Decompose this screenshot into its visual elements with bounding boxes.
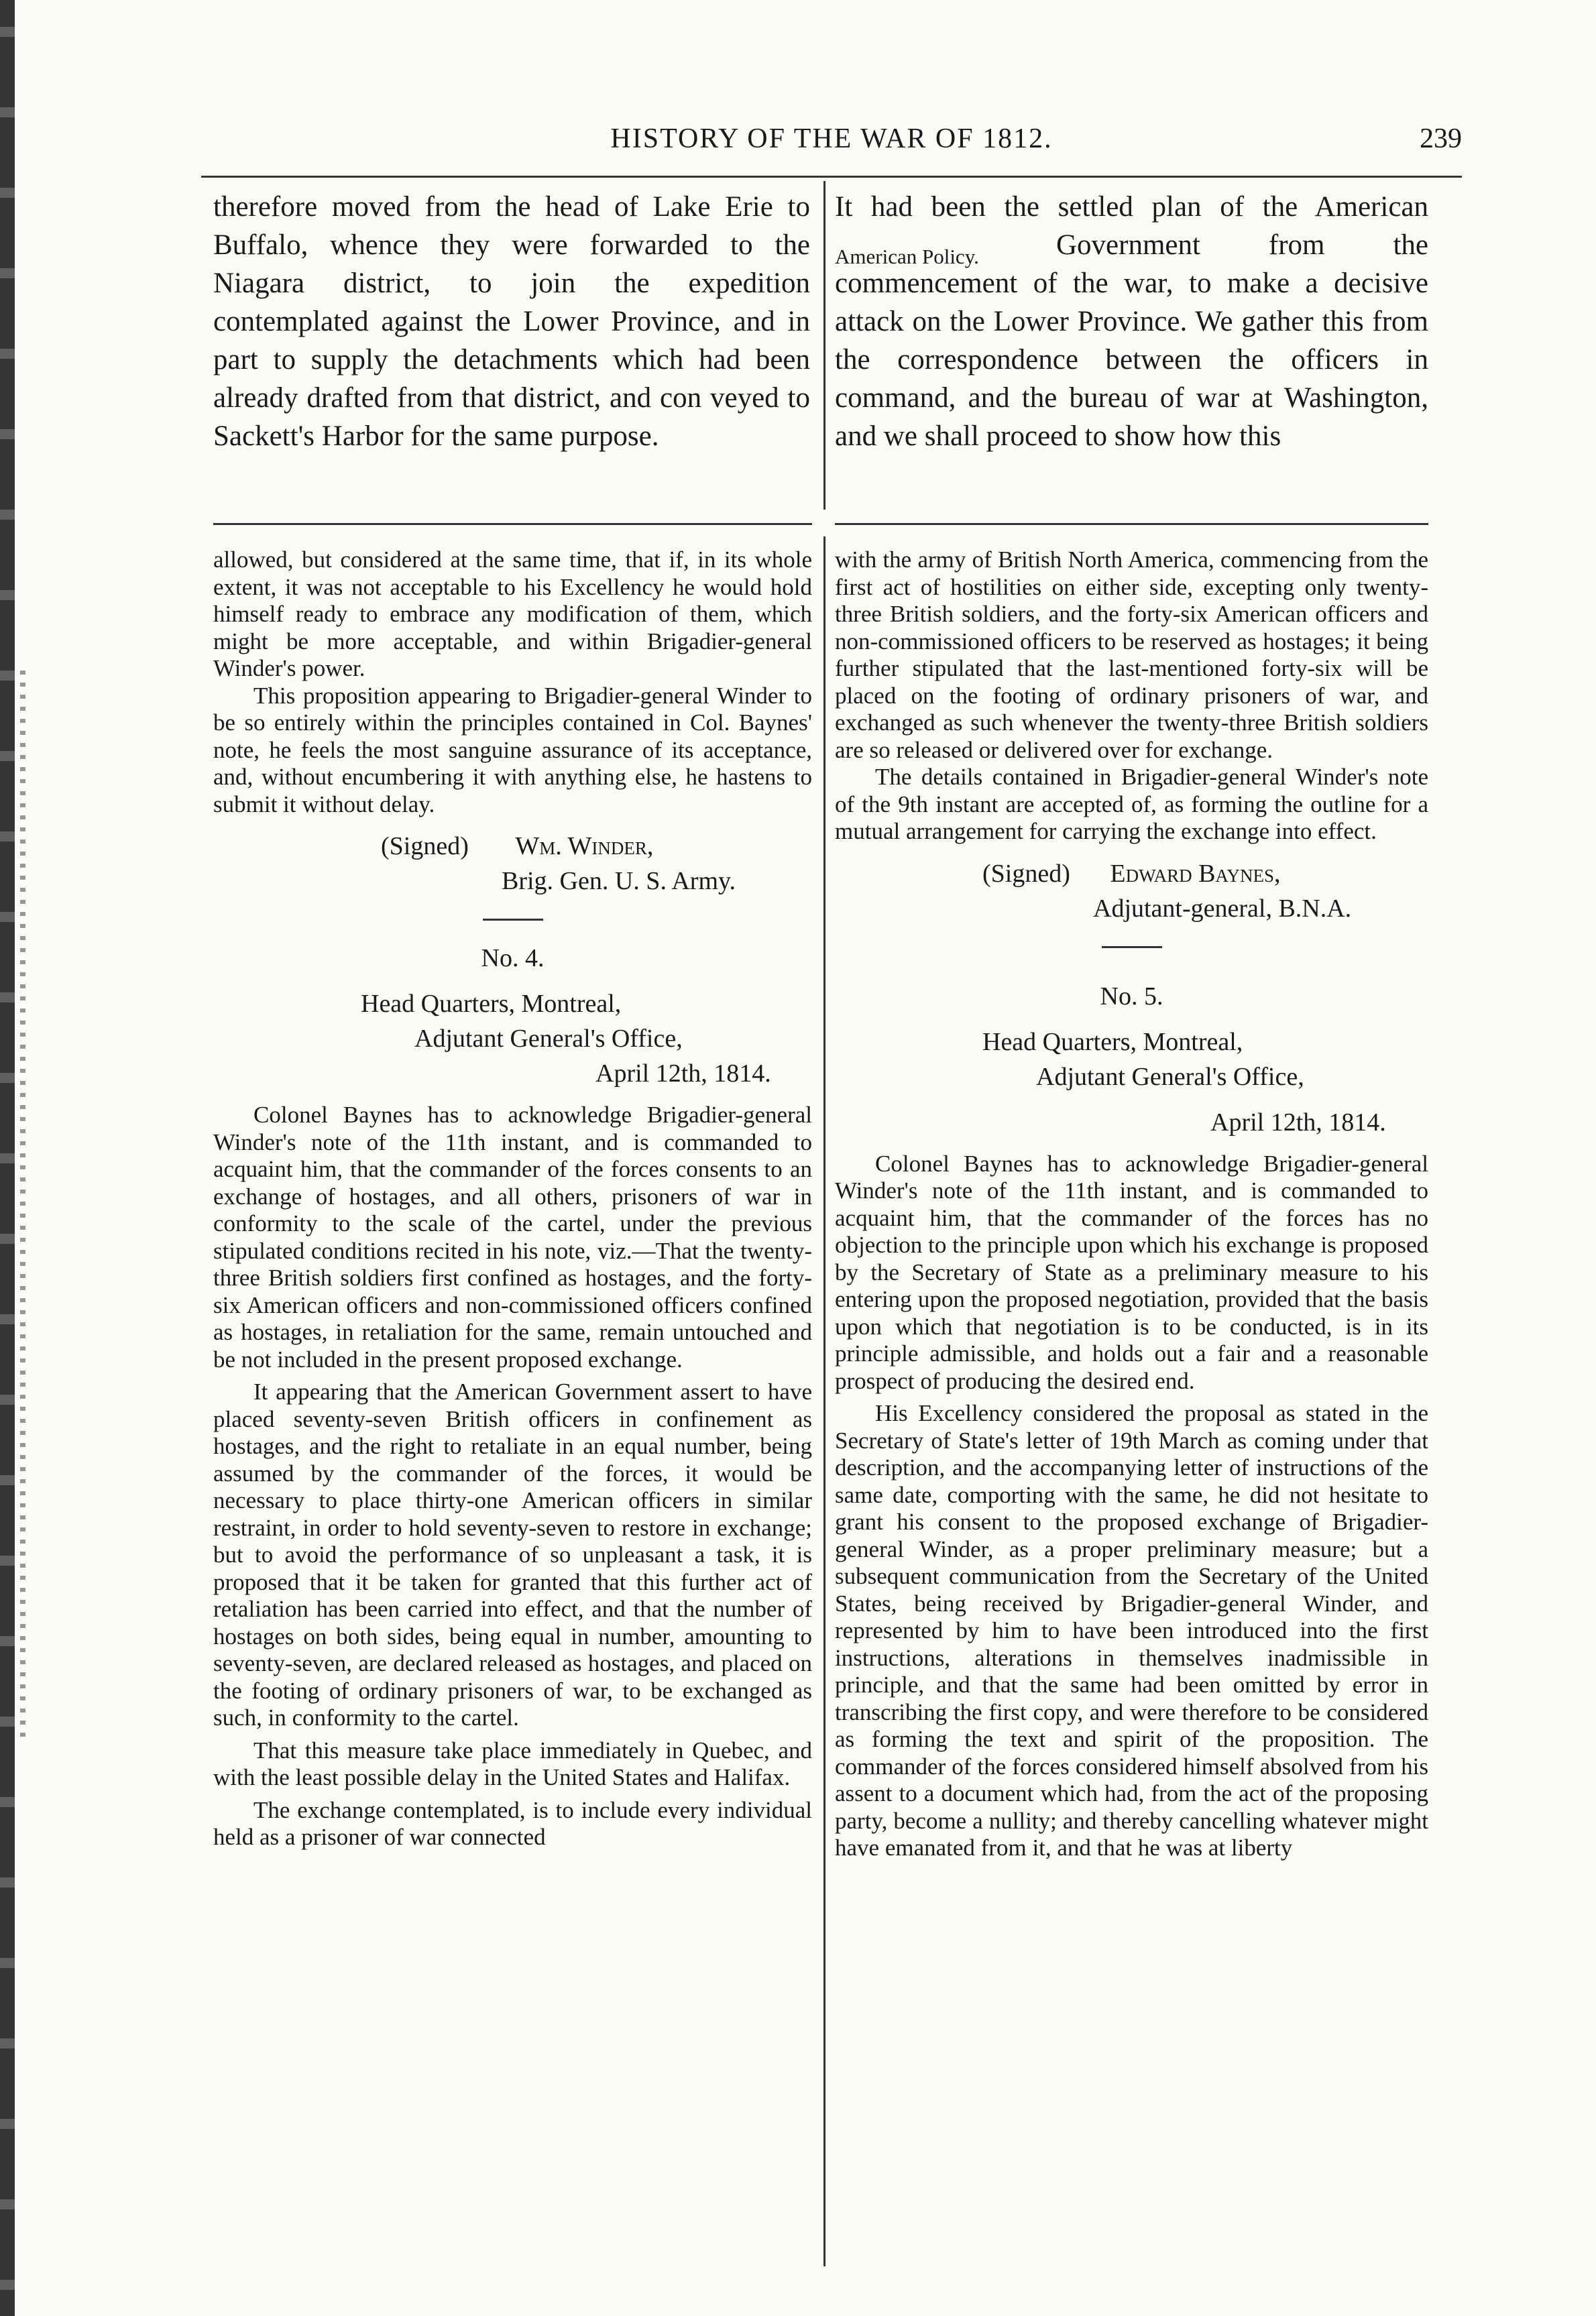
signatory-name: Edward Baynes,	[1110, 859, 1281, 888]
paragraph: with the army of British North America, commencing from the first act of hostilities on either side, excepting only twenty-three British soldiers, and the forty-six American officers and non-commissioned officers to be reserved as hostages; it being further stipulated that the last-mentioned forty-six will be placed on the footing of ordinary prisoners of war, and exchanged as such whenever the twenty-three British soldiers are so released or delivered over for exchange.	[835, 546, 1428, 763]
signature-block	[835, 856, 1428, 891]
document-number: No. 5.	[1100, 982, 1163, 1010]
signed-label: (Signed)	[982, 859, 1070, 888]
header-rule	[201, 176, 1462, 178]
top-column-divider	[823, 181, 825, 510]
section-rule-left	[213, 523, 812, 525]
bottom-column-divider	[823, 536, 825, 2266]
paragraph: It appearing that the American Government assert to have placed seventy-seven British officers in confinement as hostages, and the right to retaliate in an equal number, being assumed by the commander of the forces, it would be necessary to place thirty-one American officers in similar restraint, in order to hold seventy-seven to restore in exchange; but to avoid the performance of so unpleasant a task, it is proposed that it be taken for granted that this further act of retaliation has been carried into effect, and that the number of hostages on both sides, being equal in number, amounting to seventy-seven, are declared released as hostages, and placed on the footing of ordinary prisoners of war, to be exchanged as such, in conformity to the cartel.	[213, 1379, 812, 1731]
paragraph: The details contained in Brigadier-general Winder's note of the 9th instant are accepted of, as forming the outline for a mutual arrangement for carrying the exchange into effect.	[835, 764, 1428, 844]
right-top-column	[835, 188, 1428, 455]
signed-label: (Signed)	[381, 832, 469, 860]
right-top-text: It had been the settled plan of the American Government from the commencement of the war, to make a decisive attack on the Lower Province. We gather this from the correspondence between the officers in command, and the bureau of war at Washington, and we shall proceed to show how this	[835, 191, 1428, 452]
marginal-sidenote: American Policy.	[835, 245, 979, 268]
section-rule-right	[835, 523, 1428, 525]
date-line: April 12th, 1814.	[595, 1059, 771, 1088]
running-title: HISTORY OF THE WAR OF 1812.	[610, 123, 1053, 154]
short-rule	[1102, 946, 1162, 948]
left-top-paragraph: therefore moved from the head of Lake Erie to Buffalo, whence they were forwarded to the Niagara district, to join the expedition contemplated against the Lower Province, and in part to supply the detachments which had been already drafted from that district, and con veyed to Sackett's Harbor for the same purpose.	[213, 191, 810, 452]
scan-binding-edge	[0, 0, 15, 2316]
hq-line: Head Quarters, Montreal,	[361, 990, 622, 1018]
scan-binding-shadow	[20, 671, 25, 1743]
hq-line: Adjutant General's Office,	[414, 1025, 683, 1053]
right-top-paragraph	[835, 188, 1428, 455]
paragraph: His Excellency considered the proposal as stated in the Secretary of State's letter of 19th March as coming under that description, and the accompanying letter of instructions of the same date, comporting with the same, he did not hesitate to grant his consent to the proposed exchange of Brigadier-general Winder, as a proper preliminary measure; but a subsequent communication from the Secretary of the United States, being received by Brigadier-general Winder, and represented by him to have been introduced into the first instructions, alterations in themselves inadmissible in principle, and that the same had been omitted by error in transcribing the first copy, and were therefore to be considered as forming the text and spirit of the proposition. The commander of the forces considered himself absolved from his assent to a document which had, from the act of the proposing party, become a nullity; and thereby cancelling whatever might have emanated from it, and that he was at liberty	[835, 1400, 1428, 1861]
signatory-name: Wm. Winder,	[515, 832, 654, 860]
signatory-title: Brig. Gen. U. S. Army.	[502, 867, 736, 895]
hq-line: Adjutant General's Office,	[1036, 1062, 1304, 1091]
paragraph: This proposition appearing to Brigadier-general Winder to be so entirely within the principles contained in Col. Baynes' note, he feels the most sanguine assurance of its acceptance, and, without encumbering it with anything else, he hastens to submit it without delay.	[213, 682, 812, 817]
right-bottom-column	[835, 546, 1428, 1862]
left-bottom-column	[213, 546, 812, 1851]
paragraph: That this measure take place immediately in Quebec, and with the least possible delay in the United States and Halifax.	[213, 1737, 812, 1790]
hq-line: Head Quarters, Montreal,	[982, 1027, 1243, 1056]
date-line: April 12th, 1814.	[1210, 1108, 1386, 1137]
short-rule	[483, 919, 543, 921]
paragraph: allowed, but considered at the same time, that if, in its whole extent, it was not acceptable to his Excellency he would hold himself ready to embrace any modification of them, which might be more acceptable, and within Brigadier-general Winder's power.	[213, 546, 812, 681]
page-number: 239	[1420, 123, 1462, 154]
signature-block	[213, 829, 812, 864]
left-top-column	[213, 188, 810, 455]
document-number: No. 4.	[481, 944, 545, 972]
paragraph: Colonel Baynes has to acknowledge Brigadier-general Winder's note of the 11th instant, and is commanded to acquaint him, that the commander of the forces has no objection to the principle upon which his exchange is proposed by the Secretary of State as a preliminary measure to his entering upon the proposed negotiation, provided that the basis upon which that negotiation is to be conducted, is in its principle admissible, and holds out a fair and a reasonable prospect of producing the desired end.	[835, 1150, 1428, 1394]
paragraph: Colonel Baynes has to acknowledge Brigadier-general Winder's note of the 11th instant, and is commanded to acquaint him, that the commander of the forces consents to an exchange of hostages, and all others, prisoners of war in conformity to the scale of the cartel, under the previous stipulated conditions recited in his note, viz.—That the twenty-three British soldiers first confined as hostages, and the forty-six American officers and non-commissioned officers confined as hostages, in retaliation for the same, remain untouched and be not included in the present proposed exchange.	[213, 1102, 812, 1373]
signatory-title: Adjutant-general, B.N.A.	[1093, 894, 1352, 923]
paragraph: The exchange contemplated, is to include every individual held as a prisoner of war connected	[213, 1796, 812, 1850]
page-header	[201, 117, 1462, 171]
